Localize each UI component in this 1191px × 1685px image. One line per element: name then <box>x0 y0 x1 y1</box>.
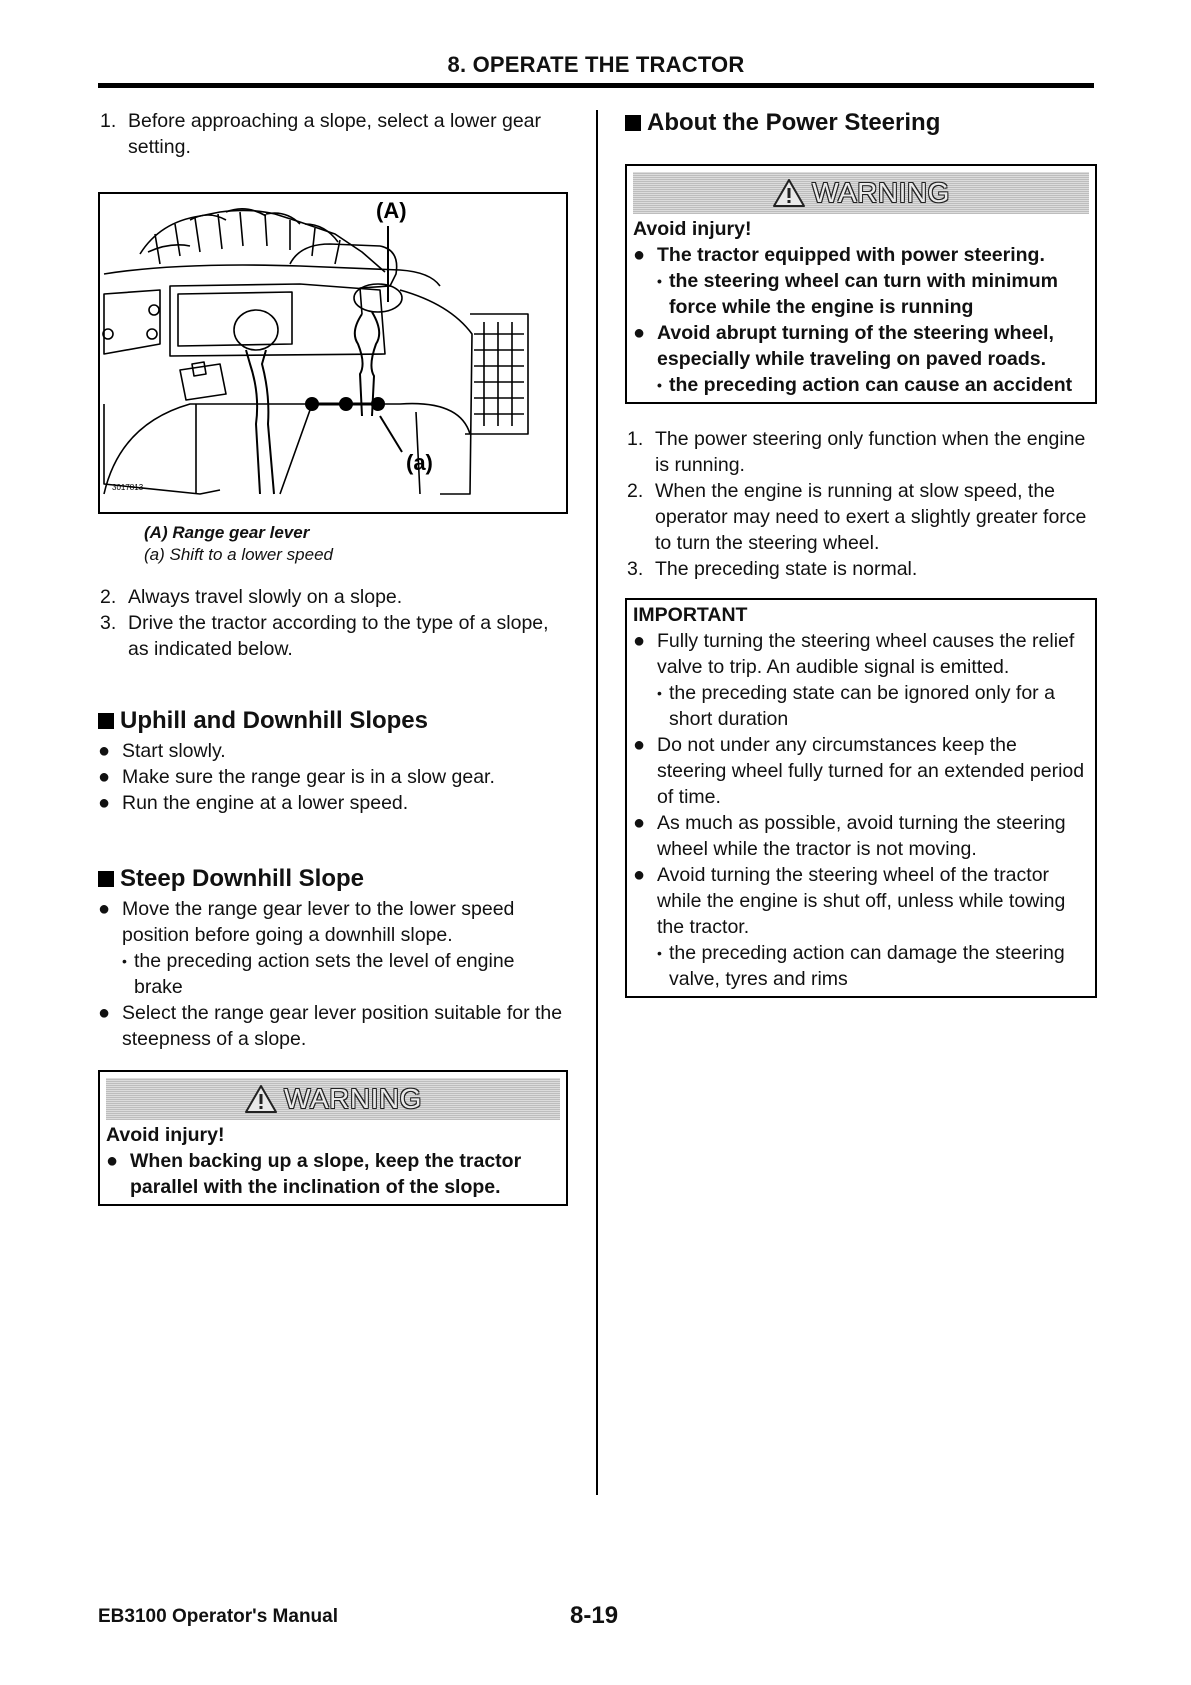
step-item <box>625 556 1097 582</box>
caption-a: (a) Shift to a lower speed <box>144 545 333 564</box>
warning-list <box>633 242 1089 398</box>
step-item <box>98 584 568 610</box>
step-number: 2. <box>627 480 644 502</box>
range-gear-lever-figure <box>98 192 568 514</box>
list-item: ● As much as possible, avoid turning the steering wheel while the tractor is not moving. <box>633 810 1089 862</box>
step-number: 3. <box>627 558 644 580</box>
column-divider <box>596 110 598 1495</box>
warning-label: WARNING <box>284 1083 422 1114</box>
warning-label: WARNING <box>812 177 950 208</box>
warning-title: Avoid injury! <box>633 218 752 240</box>
important-list <box>633 628 1089 992</box>
important-box <box>625 598 1097 998</box>
step-item <box>625 426 1097 478</box>
sub-item: • the preceding action can cause an accident <box>657 372 1089 398</box>
step-text: Always travel slowly on a slope. <box>128 586 403 608</box>
step-text: When the engine is running at slow speed, the operator may need to exert a slightly greater force to turn the steering wheel. <box>655 480 1087 554</box>
sub-item: • the preceding action sets the level of engine brake <box>122 948 568 1000</box>
list-item: ● Start slowly. <box>98 738 568 764</box>
uphill-section-title <box>98 706 568 736</box>
square-bullet-icon <box>98 871 114 887</box>
list-item: ● When backing up a slope, keep the tractor parallel with the inclination of the slope. <box>106 1148 560 1200</box>
tractor-lever-illustration <box>100 194 568 514</box>
warning-triangle-icon <box>244 1084 278 1114</box>
list-item-text: The tractor equipped with power steering. <box>657 244 1045 266</box>
warning-list <box>106 1148 560 1200</box>
list-item <box>98 896 568 1000</box>
steep-section-title <box>98 864 568 894</box>
warning-header <box>633 172 1089 214</box>
page-number: 8-19 <box>570 1602 619 1629</box>
list-item <box>633 862 1089 992</box>
power-steering-title-text: About the Power Steering <box>647 109 941 136</box>
step-text: Before approaching a slope, select a lower gear setting. <box>128 110 542 158</box>
power-steering-steps <box>625 426 1097 582</box>
right-column <box>625 108 1097 998</box>
step-item <box>98 610 568 662</box>
footer-manual-title: EB3100 Operator's Manual <box>98 1606 338 1627</box>
sub-item: • the steering wheel can turn with minimum force while the engine is running <box>657 268 1089 320</box>
list-item: ● Run the engine at a lower speed. <box>98 790 568 816</box>
steep-title-text: Steep Downhill Slope <box>120 865 365 892</box>
list-item-text: Avoid abrupt turning of the steering wheel, especially while traveling on paved roads. <box>657 322 1054 370</box>
step-text: Drive the tractor according to the type of a slope, as indicated below. <box>128 612 549 660</box>
warning-title: Avoid injury! <box>106 1124 225 1146</box>
step-number: 1. <box>100 110 117 132</box>
list-item <box>633 320 1089 398</box>
sub-item: • the preceding state can be ignored only for a short duration <box>657 680 1089 732</box>
steep-list <box>98 896 568 1052</box>
figure-code: 3017813 <box>112 483 144 492</box>
list-item: ● Make sure the range gear is in a slow gear. <box>98 764 568 790</box>
sub-list <box>657 268 1089 320</box>
warning-body <box>100 1120 566 1204</box>
step-number: 3. <box>100 612 117 634</box>
warning-box-right <box>625 164 1097 404</box>
label-A: (A) <box>376 198 407 223</box>
caption-A: (A) Range gear lever <box>144 523 310 542</box>
list-item-text: Fully turning the steering wheel causes the relief valve to trip. An audible signal is emitted. <box>657 630 1075 678</box>
warning-box-left <box>98 1070 568 1206</box>
list-item: ● Do not under any circumstances keep the steering wheel fully turned for an extended period of time. <box>633 732 1089 810</box>
step-text: The power steering only function when the engine is running. <box>655 428 1086 476</box>
sub-list <box>657 372 1089 398</box>
sub-list <box>657 680 1089 732</box>
label-a: (a) <box>406 450 433 475</box>
step-number: 2. <box>100 586 117 608</box>
sub-list <box>657 940 1089 992</box>
sub-item: • the preceding action can damage the steering valve, tyres and rims <box>657 940 1089 992</box>
warning-body <box>627 214 1095 402</box>
step-item <box>625 478 1097 556</box>
warning-triangle-icon <box>772 178 806 208</box>
step-item <box>98 108 568 160</box>
left-column <box>98 108 568 1206</box>
square-bullet-icon <box>98 713 114 729</box>
list-item-text: Avoid turning the steering wheel of the tractor while the engine is shut off, unless while towing the tractor. <box>657 864 1066 938</box>
step-text: The preceding state is normal. <box>655 558 918 580</box>
uphill-list <box>98 738 568 816</box>
important-title: IMPORTANT <box>633 604 748 626</box>
sub-list <box>122 948 568 1000</box>
list-item-text: Move the range gear lever to the lower speed position before going a downhill slope. <box>122 898 515 946</box>
header-rule <box>98 83 1094 88</box>
warning-header <box>106 1078 560 1120</box>
list-item <box>633 242 1089 320</box>
list-item <box>633 628 1089 732</box>
step-list-2 <box>98 584 568 662</box>
step-list-1 <box>98 108 568 160</box>
list-item: ● Select the range gear lever position suitable for the steepness of a slope. <box>98 1000 568 1052</box>
square-bullet-icon <box>625 115 641 131</box>
step-number: 1. <box>627 428 644 450</box>
uphill-title-text: Uphill and Downhill Slopes <box>120 707 429 734</box>
figure-caption <box>144 522 568 566</box>
power-steering-title <box>625 108 1097 138</box>
page-header: 8. OPERATE THE TRACTOR <box>447 52 745 77</box>
